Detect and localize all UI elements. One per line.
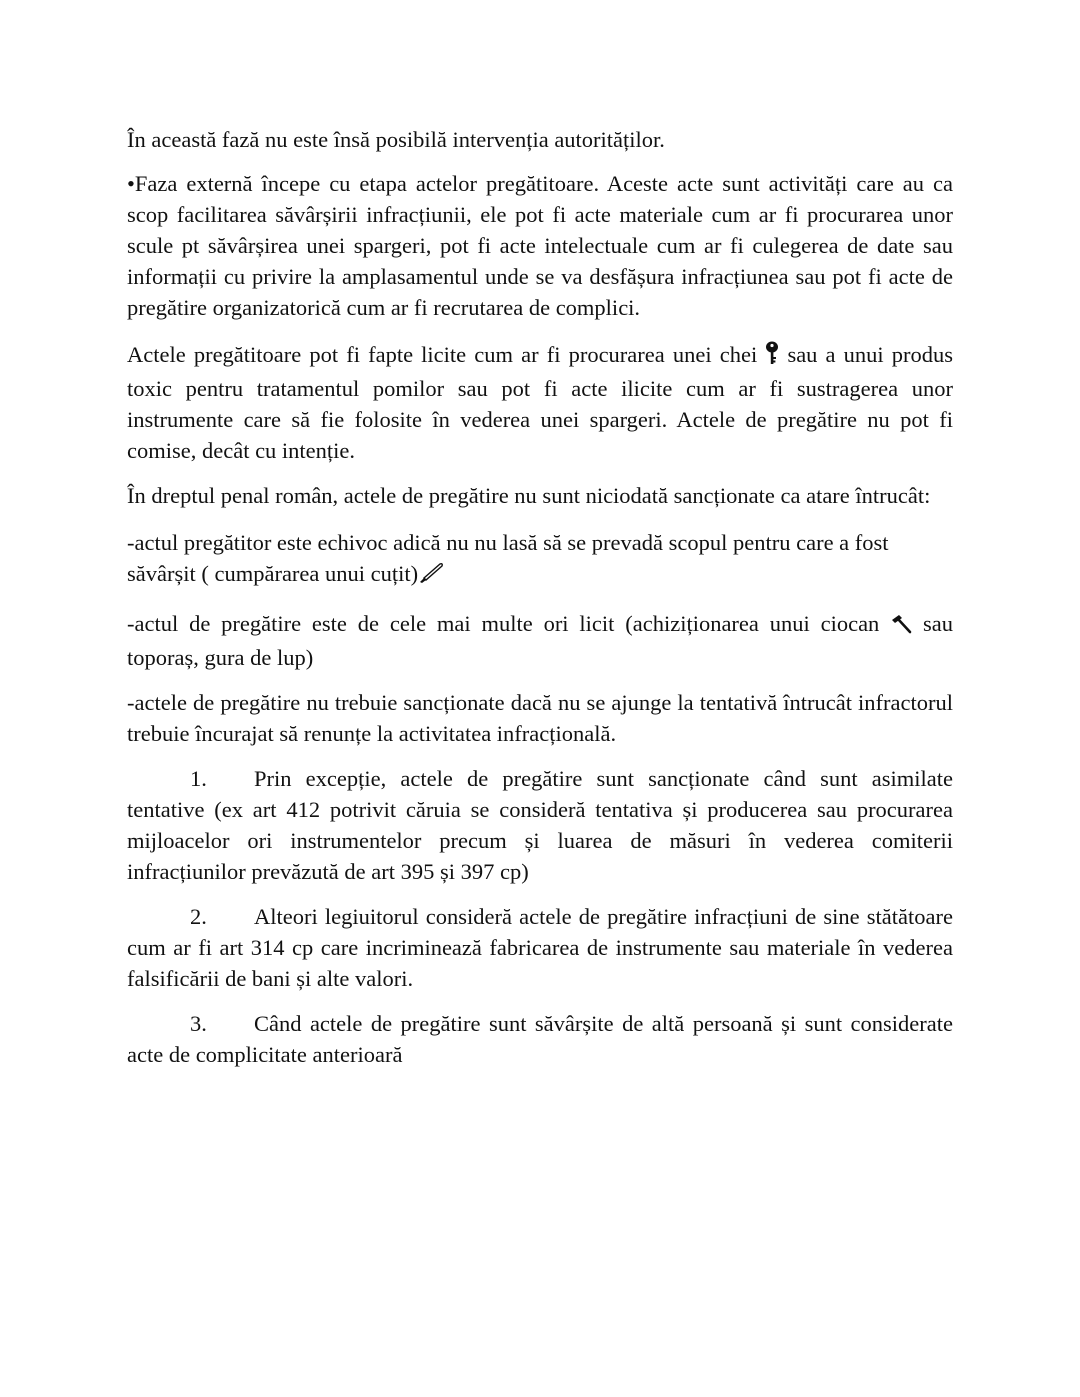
hammer-icon [890, 611, 912, 642]
paragraph-nu-sanctionate: -actele de pregătire nu trebuie sancționate dacă nu se ajunge la tentativă întrucât infractorul trebuie încurajat să renunțe la activitatea infracțională. [127, 690, 953, 746]
licit-text-part1: -actul de pregătire este de cele mai multe ori licit (achiziționarea unui ciocan [127, 611, 880, 636]
paragraph-acte-pregatitoare [127, 339, 953, 466]
item-number: 1. [190, 766, 207, 791]
paragraph-intro: În această fază nu este însă posibilă intervenția autorităților. [127, 127, 665, 152]
item-text: Când actele de pregătire sunt săvârșite de altă persoană și sunt considerate acte de complicitate anterioară [127, 1011, 953, 1067]
paragraph-faza-externa: •Faza externă începe cu etapa actelor pregătitoare. Aceste acte sunt activități care au ca scop facilitarea săvârșirii infracțiunii, ele pot fi acte materiale cum ar fi procurarea unor scule pt săvârșirea unei spargeri, pot fi acte intelectuale cum ar fi culegerea de date sau informații cu privire la amplasamentul unde se va desfășura infracțiunea sau pot fi acte de pregătire organizatorică cum ar fi recrutarea de complici. [127, 171, 953, 320]
document-page [127, 124, 953, 1084]
item-text: Alteori legiuitorul consideră actele de pregătire infracțiuni de sine stătătoare cum ar fi art 314 cp care incriminează fabricarea de instrumente sau materiale în vederea falsificării de bani și alte valori. [127, 904, 953, 991]
knife-icon [418, 561, 444, 592]
numbered-item-2 [127, 901, 953, 994]
numbered-item-3 [127, 1008, 953, 1070]
item-number: 3. [190, 1011, 207, 1036]
item-number: 2. [190, 904, 207, 929]
paragraph-drept-penal: În dreptul penal român, actele de pregătire nu sunt niciodată sancționate ca atare întrucât: [127, 483, 931, 508]
acte-text-part2: sau a unui produs toxic pentru tratamentul pomilor sau pot fi acte ilicite cum ar fi sustragerea unor instrumente care să fie folosite în vederea unei spargeri. Actele de pregătire nu pot fi comise, decât cu intenție. [127, 342, 954, 463]
key-icon [765, 341, 779, 373]
acte-text-part1: Actele pregătitoare pot fi fapte licite cum ar fi procurarea unei chei [127, 342, 758, 367]
echivoc-text: -actul pregătitor este echivoc adică nu nu lasă să se prevadă scopul pentru care a fost săvârșit ( cumpărarea unui cuțit) [127, 530, 889, 586]
licit-text-part2: sau toporaș, gura de lup) [127, 611, 954, 670]
paragraph-licit [127, 608, 953, 673]
item-text: Prin excepție, actele de pregătire sunt sancționate când sunt asimilate tentative (ex art 412 potrivit căruia se consideră tentativa și producerea sau procurarea mijloacelor ori instrumentelor precum și luarea de măsuri în vederea comiterii infracțiunilor prevăzută de art 395 și 397 cp) [127, 766, 953, 884]
numbered-item-1 [127, 763, 953, 887]
paragraph-echivoc [127, 527, 953, 592]
